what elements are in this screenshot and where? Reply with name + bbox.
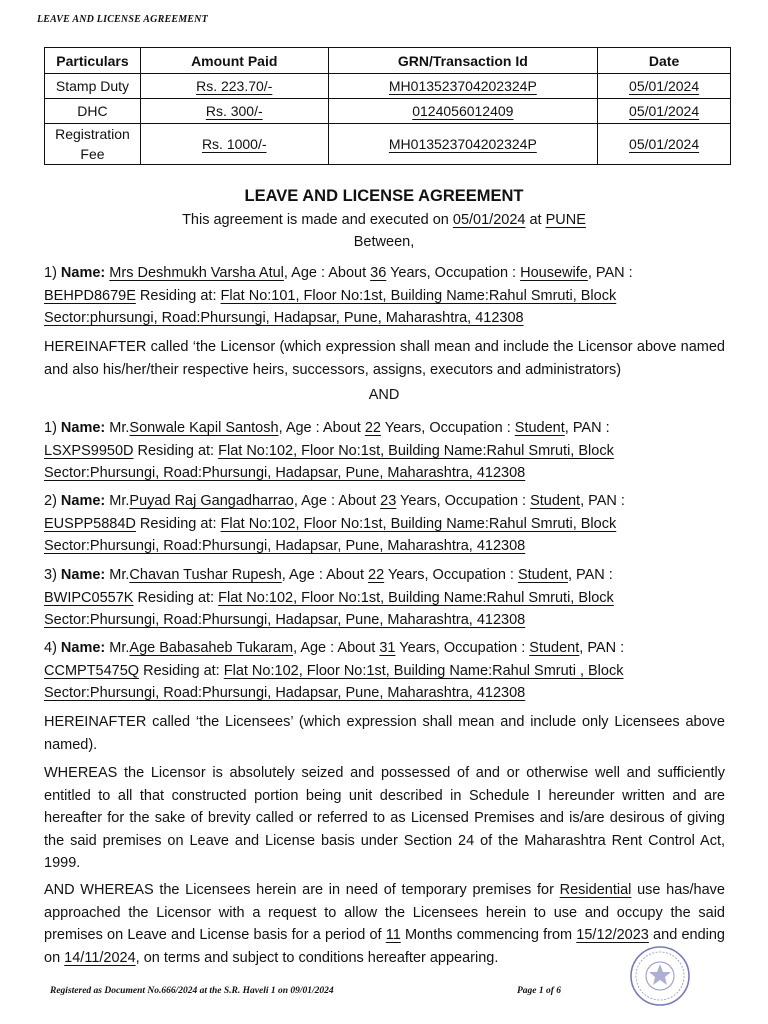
between-line: Between, [353,234,415,250]
fee-table [44,47,731,165]
table-cell: MH013523704202324P [388,78,537,94]
table-cell: 0124056012409 [412,103,514,119]
table-row [45,124,731,165]
agreement-title: LEAVE AND LICENSE AGREEMENT [244,187,524,205]
party-name: Mrs Deshmukh Varsha Atul [109,265,284,281]
table-cell: Rs. 1000/- [201,136,267,152]
licensees-clause: HEREINAFTER called ‘the Licensees’ (which expression shall mean and include only Licensees above named). [44,714,725,753]
party-pan: LSXPS9950D [44,442,134,459]
table-row [45,99,731,124]
col-header-date: Date [598,48,731,74]
party-pan: BWIPC0557K [44,589,134,606]
registration-note: Registered as Document No.666/2024 at the S.R. Haveli 1 on 09/01/2024 [50,986,334,996]
agreement-city: PUNE [545,212,586,228]
party-name: Puyad Raj Gangadharrao [129,493,294,509]
licensee-party: 2) Name: Mr.Puyad Raj Gangadharrao, Age : About 23 Years, Occupation : Student, PAN : EUSPP5884D Residing at: Flat No:102, Floor No:1st, Building Name:Rahul Smruti, Block Sector:Phursungi, Road:Phursungi, Hadapsar, Pune, Maharashtra, 412308 [44,493,625,555]
table-row [45,74,731,99]
licensor-party: 1) Name: Mrs Deshmukh Varsha Atul, Age : About 36 Years, Occupation : Housewife, PAN : BEHPD8679E Residing at: Flat No:101, Floor No:1st, Building Name:Rahul Smruti, Block Sector:phursungi, Road:Phursungi, Hadapsar, Pune, Maharashtra, 412308 [44,265,633,327]
table-cell: MH013523704202324P [388,136,537,152]
whereas-paragraph-1: WHEREAS the Licensor is absolutely seized and possessed of and or otherwise well and sufficiently entitled to all that constructed portion being unit described in Schedule I hereunder written and are hereafter for the sake of brevity called or referred to as Licensed Premises and is/are desirous of giving the said premises on Leave and License basis under Section 24 of the Maharashtra Rent Control Act, 1999. [44,765,725,872]
table-cell: Rs. 300/- [205,103,263,119]
and-separator: AND [368,387,400,403]
table-cell: Rs. 223.70/- [196,78,273,94]
running-header-title: LEAVE AND LICENSE AGREEMENT [37,14,208,25]
party-name: Sonwale Kapil Santosh [129,420,279,436]
registration-seal-icon [628,944,692,1008]
col-header-particulars: Particulars [45,48,141,74]
agreement-date: 05/01/2024 [452,212,526,228]
party-name: Chavan Tushar Rupesh [129,567,282,583]
fee-table-header-row [45,48,731,74]
agreement-made-line: This agreement is made and executed on 05/01/2024 at PUNE [182,212,586,228]
whereas-paragraph-2: AND WHEREAS the Licensees herein are in need of temporary premises for Residential use has/have approached the Licensor with a request to allow the Licensees herein to use and occupy the said premises on Leave and License basis for a period of 11 Months commencing from 15/12/2023 and ending on 14/11/2024, on terms and subject to conditions hereafter appearing. [44,882,725,966]
party-name: Age Babasaheb Tukaram [129,640,294,656]
table-cell: Stamp Duty [45,74,141,99]
licensee-party: 4) Name: Mr.Age Babasaheb Tukaram, Age : About 31 Years, Occupation : Student, PAN : CCMPT5475Q Residing at: Flat No:102, Floor No:1st, Building Name:Rahul Smruti , Block Sector:Phursungi, Road:Phursungi, Hadapsar, Pune, Maharashtra, 412308 [44,640,625,702]
licensee-party: 1) Name: Mr.Sonwale Kapil Santosh, Age : About 22 Years, Occupation : Student, PAN : LSXPS9950D Residing at: Flat No:102, Floor No:1st, Building Name:Rahul Smruti, Block Sector:Phursungi, Road:Phursungi, Hadapsar, Pune, Maharashtra, 412308 [44,420,614,482]
party-pan: EUSPP5884D [44,515,136,532]
table-cell: 05/01/2024 [629,103,700,119]
table-cell: 05/01/2024 [629,78,700,94]
table-cell: 05/01/2024 [629,136,700,152]
licensor-clause: HEREINAFTER called ‘the Licensor (which expression shall mean and include the Licensor above named and also his/her/their respective heirs, successors, assigns, executors and administrators) [44,339,725,378]
party-pan: CCMPT5475Q [44,662,140,679]
table-cell: Registration Fee [45,124,141,165]
page-number: Page 1 of 6 [517,986,562,996]
table-cell: DHC [45,99,141,124]
party-pan: BEHPD8679E [44,287,136,304]
col-header-amount: Amount Paid [140,48,328,74]
licensee-party: 3) Name: Mr.Chavan Tushar Rupesh, Age : About 22 Years, Occupation : Student, PAN : BWIPC0557K Residing at: Flat No:102, Floor No:1st, Building Name:Rahul Smruti, Block Sector:Phursungi, Road:Phursungi, Hadapsar, Pune, Maharashtra, 412308 [44,567,614,629]
col-header-grn: GRN/Transaction Id [328,48,598,74]
